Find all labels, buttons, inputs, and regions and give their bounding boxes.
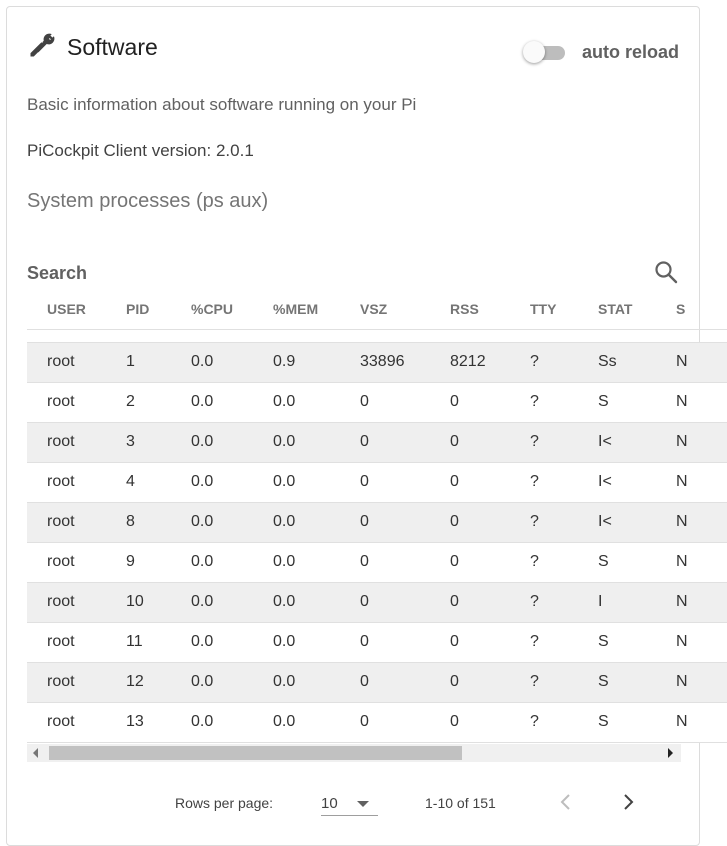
table-cell: S — [578, 662, 656, 702]
chevron-right-icon — [618, 790, 638, 814]
table-cell: 0 — [430, 462, 510, 502]
software-card — [6, 6, 700, 846]
table-cell: 0 — [430, 622, 510, 662]
table-cell: 0.0 — [253, 422, 340, 462]
table-cell: N — [656, 702, 727, 742]
pagination — [7, 785, 701, 819]
client-version: PiCockpit Client version: 2.0.1 — [27, 141, 254, 160]
table-cell: root — [27, 582, 106, 622]
table-cell: S — [578, 542, 656, 582]
table-cell: 0.0 — [253, 462, 340, 502]
table-cell: N — [656, 542, 727, 582]
table-row[interactable] — [27, 702, 727, 742]
table-cell: 0 — [430, 542, 510, 582]
table-cell: root — [27, 342, 106, 382]
column-header[interactable]: RSS — [430, 289, 510, 329]
table-cell: N — [656, 622, 727, 662]
table-cell: 0.0 — [171, 422, 253, 462]
scroll-right-arrow-icon[interactable] — [668, 748, 673, 758]
table-cell: 9 — [106, 542, 171, 582]
table-cell: 0.0 — [253, 502, 340, 542]
column-header[interactable]: %MEM — [253, 289, 340, 329]
table-cell: 10 — [106, 582, 171, 622]
table-cell: 8 — [106, 502, 171, 542]
table-cell: 0 — [340, 382, 430, 422]
table-cell: 4 — [106, 462, 171, 502]
scroll-left-arrow-icon[interactable] — [33, 748, 38, 758]
toggle-thumb — [523, 41, 545, 63]
table-cell: 0 — [430, 582, 510, 622]
table-cell: 0.0 — [171, 582, 253, 622]
table-cell: N — [656, 382, 727, 422]
table-row[interactable] — [27, 422, 727, 462]
table-cell: root — [27, 382, 106, 422]
auto-reload-label: auto reload — [581, 41, 679, 62]
table-cell: I — [578, 582, 656, 622]
table-row[interactable] — [27, 662, 727, 702]
table-cell: I< — [578, 462, 656, 502]
table-cell: ? — [510, 582, 578, 622]
table-cell: ? — [510, 702, 578, 742]
rows-per-page-select[interactable] — [321, 789, 378, 816]
table-row[interactable] — [27, 582, 727, 622]
table-cell: N — [656, 662, 727, 702]
table-cell: 0.0 — [253, 702, 340, 742]
column-header[interactable]: USER — [27, 289, 106, 329]
table-cell: ? — [510, 502, 578, 542]
process-table-container — [27, 289, 688, 744]
table-cell: 12 — [106, 662, 171, 702]
table-row[interactable] — [27, 342, 727, 382]
table-cell: 33896 — [340, 342, 430, 382]
table-cell: S — [578, 622, 656, 662]
table-cell: 0 — [430, 702, 510, 742]
table-cell: root — [27, 702, 106, 742]
column-header[interactable]: S — [656, 289, 727, 329]
table-cell: 0 — [340, 502, 430, 542]
table-cell: ? — [510, 542, 578, 582]
table-cell: N — [656, 422, 727, 462]
table-cell: 0.0 — [171, 542, 253, 582]
table-cell: 0.0 — [253, 382, 340, 422]
table-cell: 3 — [106, 422, 171, 462]
table-cell: root — [27, 662, 106, 702]
table-cell: 8212 — [430, 342, 510, 382]
card-description: Basic information about software running on your Pi — [27, 95, 417, 114]
table-cell: ? — [510, 342, 578, 382]
column-header[interactable]: PID — [106, 289, 171, 329]
table-cell: 11 — [106, 622, 171, 662]
card-header — [27, 33, 158, 61]
table-cell: I< — [578, 502, 656, 542]
table-cell: S — [578, 382, 656, 422]
table-cell: 0 — [430, 662, 510, 702]
horizontal-scrollbar[interactable] — [27, 744, 681, 762]
table-cell: 0 — [340, 662, 430, 702]
table-cell: root — [27, 622, 106, 662]
table-cell: 0.0 — [171, 342, 253, 382]
table-cell: 1 — [106, 342, 171, 382]
table-cell: 0.0 — [171, 502, 253, 542]
table-cell: ? — [510, 422, 578, 462]
wrench-screwdriver-icon — [27, 33, 55, 61]
table-cell: 0 — [340, 462, 430, 502]
table-cell: 0 — [340, 582, 430, 622]
table-cell: root — [27, 542, 106, 582]
table-cell: 0.0 — [171, 382, 253, 422]
chevron-left-icon — [556, 790, 576, 814]
table-cell: N — [656, 462, 727, 502]
table-cell: 0 — [340, 542, 430, 582]
table-cell: 0 — [340, 622, 430, 662]
table-cell: S — [578, 702, 656, 742]
column-header[interactable]: VSZ — [340, 289, 430, 329]
caret-down-icon — [357, 801, 369, 807]
table-cell: 0.0 — [253, 622, 340, 662]
table-cell: 0 — [430, 502, 510, 542]
rows-per-page-value: 10 — [321, 795, 338, 812]
search-label: Search — [27, 263, 88, 283]
table-cell: I< — [578, 422, 656, 462]
table-cell: 0 — [430, 382, 510, 422]
table-cell: 0.0 — [171, 702, 253, 742]
table-row[interactable] — [27, 502, 727, 542]
table-cell: 0.0 — [171, 462, 253, 502]
section-subtitle: System processes (ps aux) — [27, 190, 269, 212]
table-cell: N — [656, 582, 727, 622]
page-range: 1-10 of 151 — [425, 795, 496, 811]
table-cell: N — [656, 502, 727, 542]
table-cell: ? — [510, 382, 578, 422]
process-table — [27, 289, 727, 743]
table-cell: 0.0 — [171, 622, 253, 662]
table-cell: Ss — [578, 342, 656, 382]
table-cell: 0.0 — [253, 542, 340, 582]
column-header[interactable]: TTY — [510, 289, 578, 329]
table-spacer-row — [27, 329, 727, 342]
table-cell: 0.0 — [171, 662, 253, 702]
table-cell: ? — [510, 662, 578, 702]
column-header[interactable]: STAT — [578, 289, 656, 329]
table-cell: 0 — [340, 422, 430, 462]
rows-per-page-label: Rows per page: — [175, 795, 274, 811]
table-cell: 13 — [106, 702, 171, 742]
table-row[interactable] — [27, 462, 727, 502]
table-cell: 0.0 — [253, 662, 340, 702]
search-icon[interactable] — [653, 259, 679, 285]
auto-reload-control — [525, 40, 679, 64]
table-cell: 0 — [340, 702, 430, 742]
table-cell: root — [27, 422, 106, 462]
table-cell: 2 — [106, 382, 171, 422]
auto-reload-toggle[interactable] — [525, 40, 567, 64]
table-row[interactable] — [27, 542, 727, 582]
table-cell: N — [656, 342, 727, 382]
column-header[interactable]: %CPU — [171, 289, 253, 329]
table-row[interactable] — [27, 622, 727, 662]
next-page-button[interactable] — [618, 790, 638, 814]
table-row[interactable] — [27, 382, 727, 422]
table-cell: ? — [510, 462, 578, 502]
scrollbar-thumb[interactable] — [49, 746, 462, 760]
table-cell: 0.0 — [253, 582, 340, 622]
table-header-row — [27, 289, 727, 329]
table-cell: ? — [510, 622, 578, 662]
table-cell: root — [27, 502, 106, 542]
page-title: Software — [67, 33, 158, 60]
table-cell: root — [27, 462, 106, 502]
table-cell: 0 — [430, 422, 510, 462]
table-cell: 0.9 — [253, 342, 340, 382]
previous-page-button[interactable] — [556, 790, 576, 814]
